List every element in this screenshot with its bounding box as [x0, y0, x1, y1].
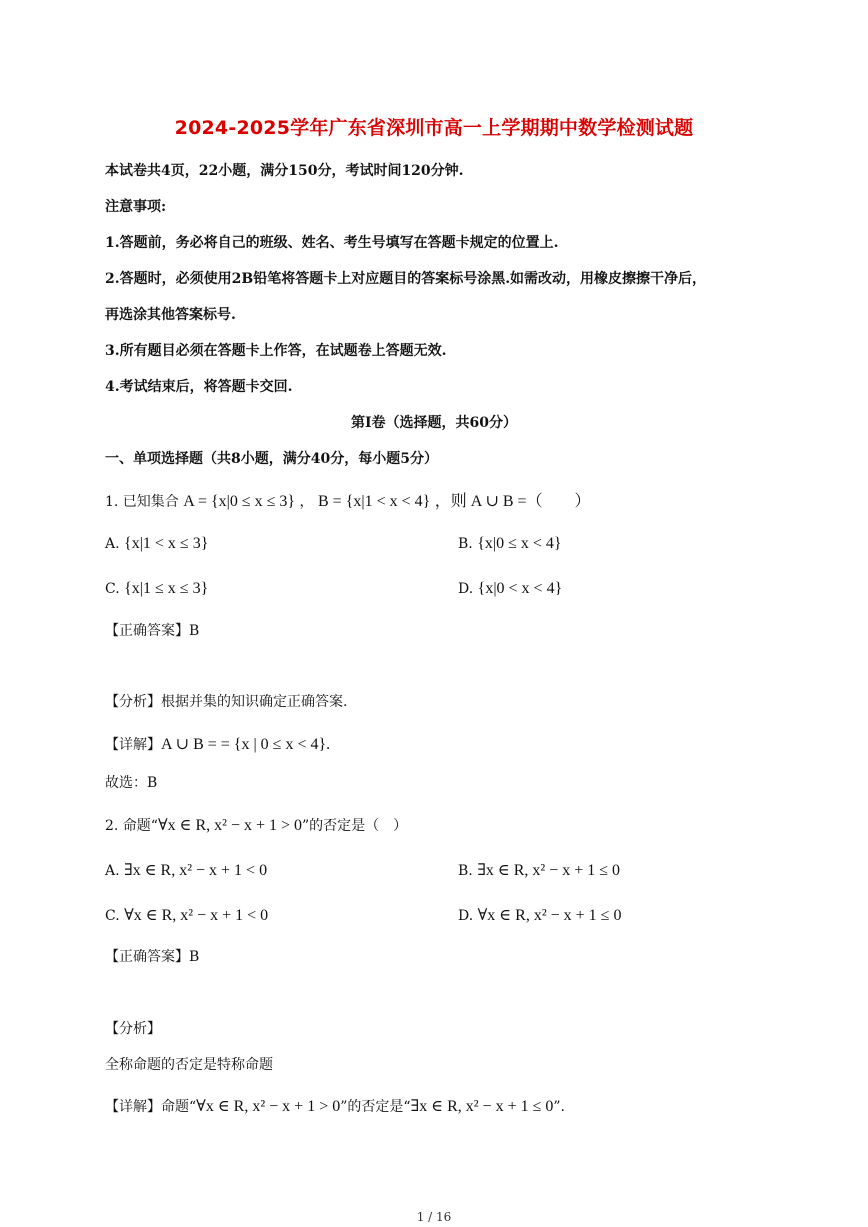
option-text: {x|1 < x ≤ 3}: [124, 535, 209, 552]
volume-heading: 第I卷（选择题，共60分）: [350, 415, 518, 431]
option-label: A.: [105, 536, 120, 552]
option-text: {x|0 ≤ x < 4}: [477, 535, 562, 552]
q1-choice: 故选：B: [105, 775, 158, 791]
answer-tag: 【正确答案】: [105, 949, 189, 965]
q2-option-b: [458, 860, 620, 880]
option-text: ∃x ∈ R, x² − x + 1 < 0: [124, 862, 268, 879]
q2-option-d: [458, 905, 621, 925]
note-4: 4.考试结束后，将答题卡交回.: [105, 379, 293, 395]
detail-mid: ”的否定是“: [340, 1099, 411, 1115]
q1-set-a: A = {x|0 ≤ x ≤ 3}: [183, 493, 296, 510]
detail-end: ”.: [553, 1099, 565, 1115]
q1-analysis: [105, 691, 347, 711]
q2-option-a: [105, 860, 267, 880]
q2-prefix: 2. 命题“: [105, 818, 158, 834]
q1-prefix: 1. 已知集合: [105, 494, 179, 510]
q2-detail: [105, 1096, 565, 1116]
option-label: D.: [458, 581, 474, 597]
detail-proposition: ∀x ∈ R, x² − x + 1 > 0: [196, 1098, 341, 1115]
page-number: 1 / 16: [416, 1210, 452, 1224]
q2-suffix: ”的否定是（ ）: [302, 818, 408, 834]
question-2: [105, 815, 407, 835]
option-label: C.: [105, 581, 120, 597]
q1-ask: ，则 A ∪ B =（ ）: [434, 493, 591, 510]
q1-option-c: [105, 580, 208, 598]
detail-formula: A ∪ B = = {x | 0 ≤ x < 4}.: [161, 736, 331, 753]
q2-answer: [105, 946, 199, 966]
analysis-text: 根据并集的知识确定正确答案.: [161, 694, 348, 710]
detail-tag: 【详解】: [105, 1099, 161, 1115]
note-1: 1.答题前，务必将自己的班级、姓名、考生号填写在答题卡规定的位置上.: [105, 235, 559, 251]
note-2-continued: 再选涂其他答案标号.: [105, 307, 236, 323]
q1-answer: [105, 620, 199, 640]
answer-value: B: [189, 949, 200, 965]
question-1: [105, 488, 591, 511]
option-text: {x|0 < x < 4}: [477, 580, 563, 597]
option-text: ∀x ∈ R, x² − x + 1 < 0: [124, 907, 269, 924]
q1-option-d: [458, 580, 562, 598]
option-label: B.: [458, 863, 473, 879]
document-title: 2024-2025学年广东省深圳市高一上学期期中数学检测试题: [174, 117, 694, 139]
option-text: ∀x ∈ R, x² − x + 1 ≤ 0: [477, 907, 622, 924]
answer-value: B: [189, 623, 200, 639]
section-heading: 一、单项选择题（共8小题，满分40分，每小题5分）: [105, 451, 438, 467]
note-3: 3.所有题目必须在答题卡上作答，在试题卷上答题无效.: [105, 343, 447, 359]
q1-option-a: [105, 535, 208, 553]
q2-proposition: ∀x ∈ R, x² − x + 1 > 0: [157, 817, 303, 834]
detail-prefix: 命题“: [161, 1099, 197, 1115]
q2-analysis-heading: 【分析】: [105, 1021, 161, 1037]
detail-tag: 【详解】: [105, 737, 161, 753]
q1-option-b: [458, 535, 562, 553]
option-label: C.: [105, 908, 120, 924]
note-2: 2.答题时，必须使用2B铅笔将答题卡上对应题目的答案标号涂黑.如需改动，用橡皮擦擦干净后，: [105, 271, 707, 287]
q1-detail: [105, 734, 330, 754]
exam-intro: 本试卷共4页，22小题，满分150分，考试时间120分钟.: [105, 163, 464, 179]
q2-analysis: 全称命题的否定是特称命题: [105, 1057, 273, 1073]
option-text: ∃x ∈ R, x² − x + 1 ≤ 0: [477, 862, 621, 879]
option-label: B.: [458, 536, 473, 552]
q1-separator: ，: [299, 494, 314, 510]
option-label: D.: [458, 908, 474, 924]
option-label: A.: [105, 863, 120, 879]
analysis-tag: 【分析】: [105, 694, 161, 710]
notes-heading: 注意事项:: [105, 199, 167, 215]
option-text: {x|1 ≤ x ≤ 3}: [124, 580, 209, 597]
q2-option-c: [105, 905, 268, 925]
q1-set-b: B = {x|1 < x < 4}: [318, 493, 431, 510]
detail-negation: ∃x ∈ R, x² − x + 1 ≤ 0: [410, 1098, 554, 1115]
answer-tag: 【正确答案】: [105, 623, 189, 639]
